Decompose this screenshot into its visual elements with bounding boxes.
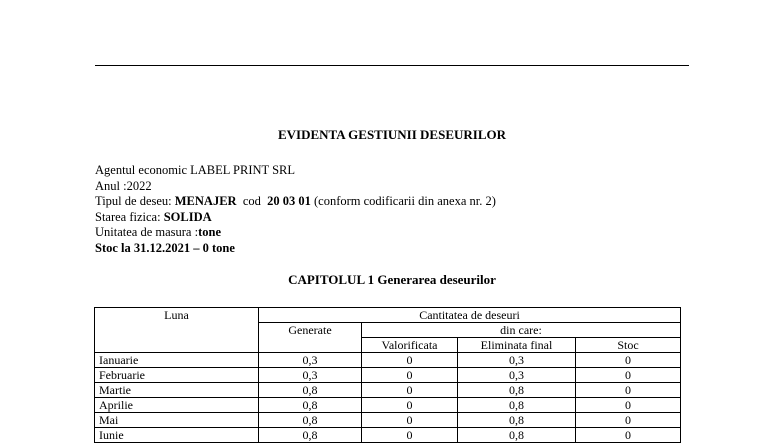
state-value: SOLIDA [163, 209, 212, 224]
state-label: Starea fizica: [95, 209, 161, 224]
cell-final: 0,8 [458, 428, 576, 443]
cell-recovered: 0 [362, 353, 458, 368]
cell-generated: 0,3 [259, 353, 362, 368]
header-stock: Stoc [576, 338, 681, 353]
header-row-1 [95, 308, 681, 323]
cell-generated: 0,8 [259, 428, 362, 443]
cell-final: 0,8 [458, 383, 576, 398]
cell-stock: 0 [576, 353, 681, 368]
code-note: (conform codificarii din anexa nr. 2) [314, 194, 496, 208]
agent-value: LABEL PRINT SRL [190, 163, 295, 177]
cell-recovered: 0 [362, 383, 458, 398]
cell-generated: 0,8 [259, 413, 362, 428]
cell-generated: 0,3 [259, 368, 362, 383]
cell-recovered: 0 [362, 413, 458, 428]
header-quantity: Cantitatea de deseuri [259, 308, 681, 323]
waste-type-label: Tipul de deseu: [95, 194, 172, 208]
cell-final: 0,8 [458, 398, 576, 413]
cell-month: Martie [95, 383, 259, 398]
agent-line [95, 163, 496, 179]
cell-recovered: 0 [362, 428, 458, 443]
cell-stock: 0 [576, 368, 681, 383]
table-row [95, 353, 681, 368]
cell-month: Aprilie [95, 398, 259, 413]
header-final: Eliminata final [458, 338, 576, 353]
agent-label: Agentul economic [95, 163, 187, 177]
year-value: 2022 [126, 178, 152, 193]
unit-label: Unitatea de masura : [95, 225, 199, 239]
waste-table [94, 307, 681, 443]
cell-stock: 0 [576, 428, 681, 443]
document-title: EVIDENTA GESTIUNII DESEURILOR [277, 127, 507, 142]
cell-stock: 0 [576, 413, 681, 428]
table-row [95, 413, 681, 428]
header-rule [95, 65, 689, 66]
cell-recovered: 0 [362, 368, 458, 383]
info-block [95, 163, 496, 256]
table-row [95, 398, 681, 413]
cell-month: Mai [95, 413, 259, 428]
year-label: Anul : [95, 178, 127, 193]
code-value: 20 03 01 [267, 194, 311, 208]
cell-month: Ianuarie [95, 353, 259, 368]
cell-generated: 0,8 [259, 383, 362, 398]
cell-month: Iunie [95, 428, 259, 443]
stock-line: Stoc la 31.12.2021 – 0 tone [95, 240, 235, 255]
cell-final: 0,3 [458, 353, 576, 368]
code-label: cod [242, 194, 261, 208]
unit-line [95, 225, 496, 241]
header-generated: Generate [259, 323, 362, 353]
cell-stock: 0 [576, 398, 681, 413]
chapter-title: CAPITOLUL 1 Generarea deseurilor [288, 272, 496, 287]
cell-recovered: 0 [362, 398, 458, 413]
header-recovered: Valorificata [362, 338, 458, 353]
table-row [95, 383, 681, 398]
cell-month: Februarie [95, 368, 259, 383]
cell-final: 0,8 [458, 413, 576, 428]
cell-stock: 0 [576, 383, 681, 398]
table-row [95, 428, 681, 443]
unit-value: tone [198, 225, 222, 239]
waste-type-line [95, 194, 496, 210]
year-line [95, 179, 496, 195]
header-of-which: din care: [362, 323, 681, 338]
state-line [95, 210, 496, 226]
cell-generated: 0,8 [259, 398, 362, 413]
cell-final: 0,3 [458, 368, 576, 383]
header-luna: Luna [95, 308, 259, 353]
table-row [95, 368, 681, 383]
waste-type-value: MENAJER [174, 194, 237, 208]
